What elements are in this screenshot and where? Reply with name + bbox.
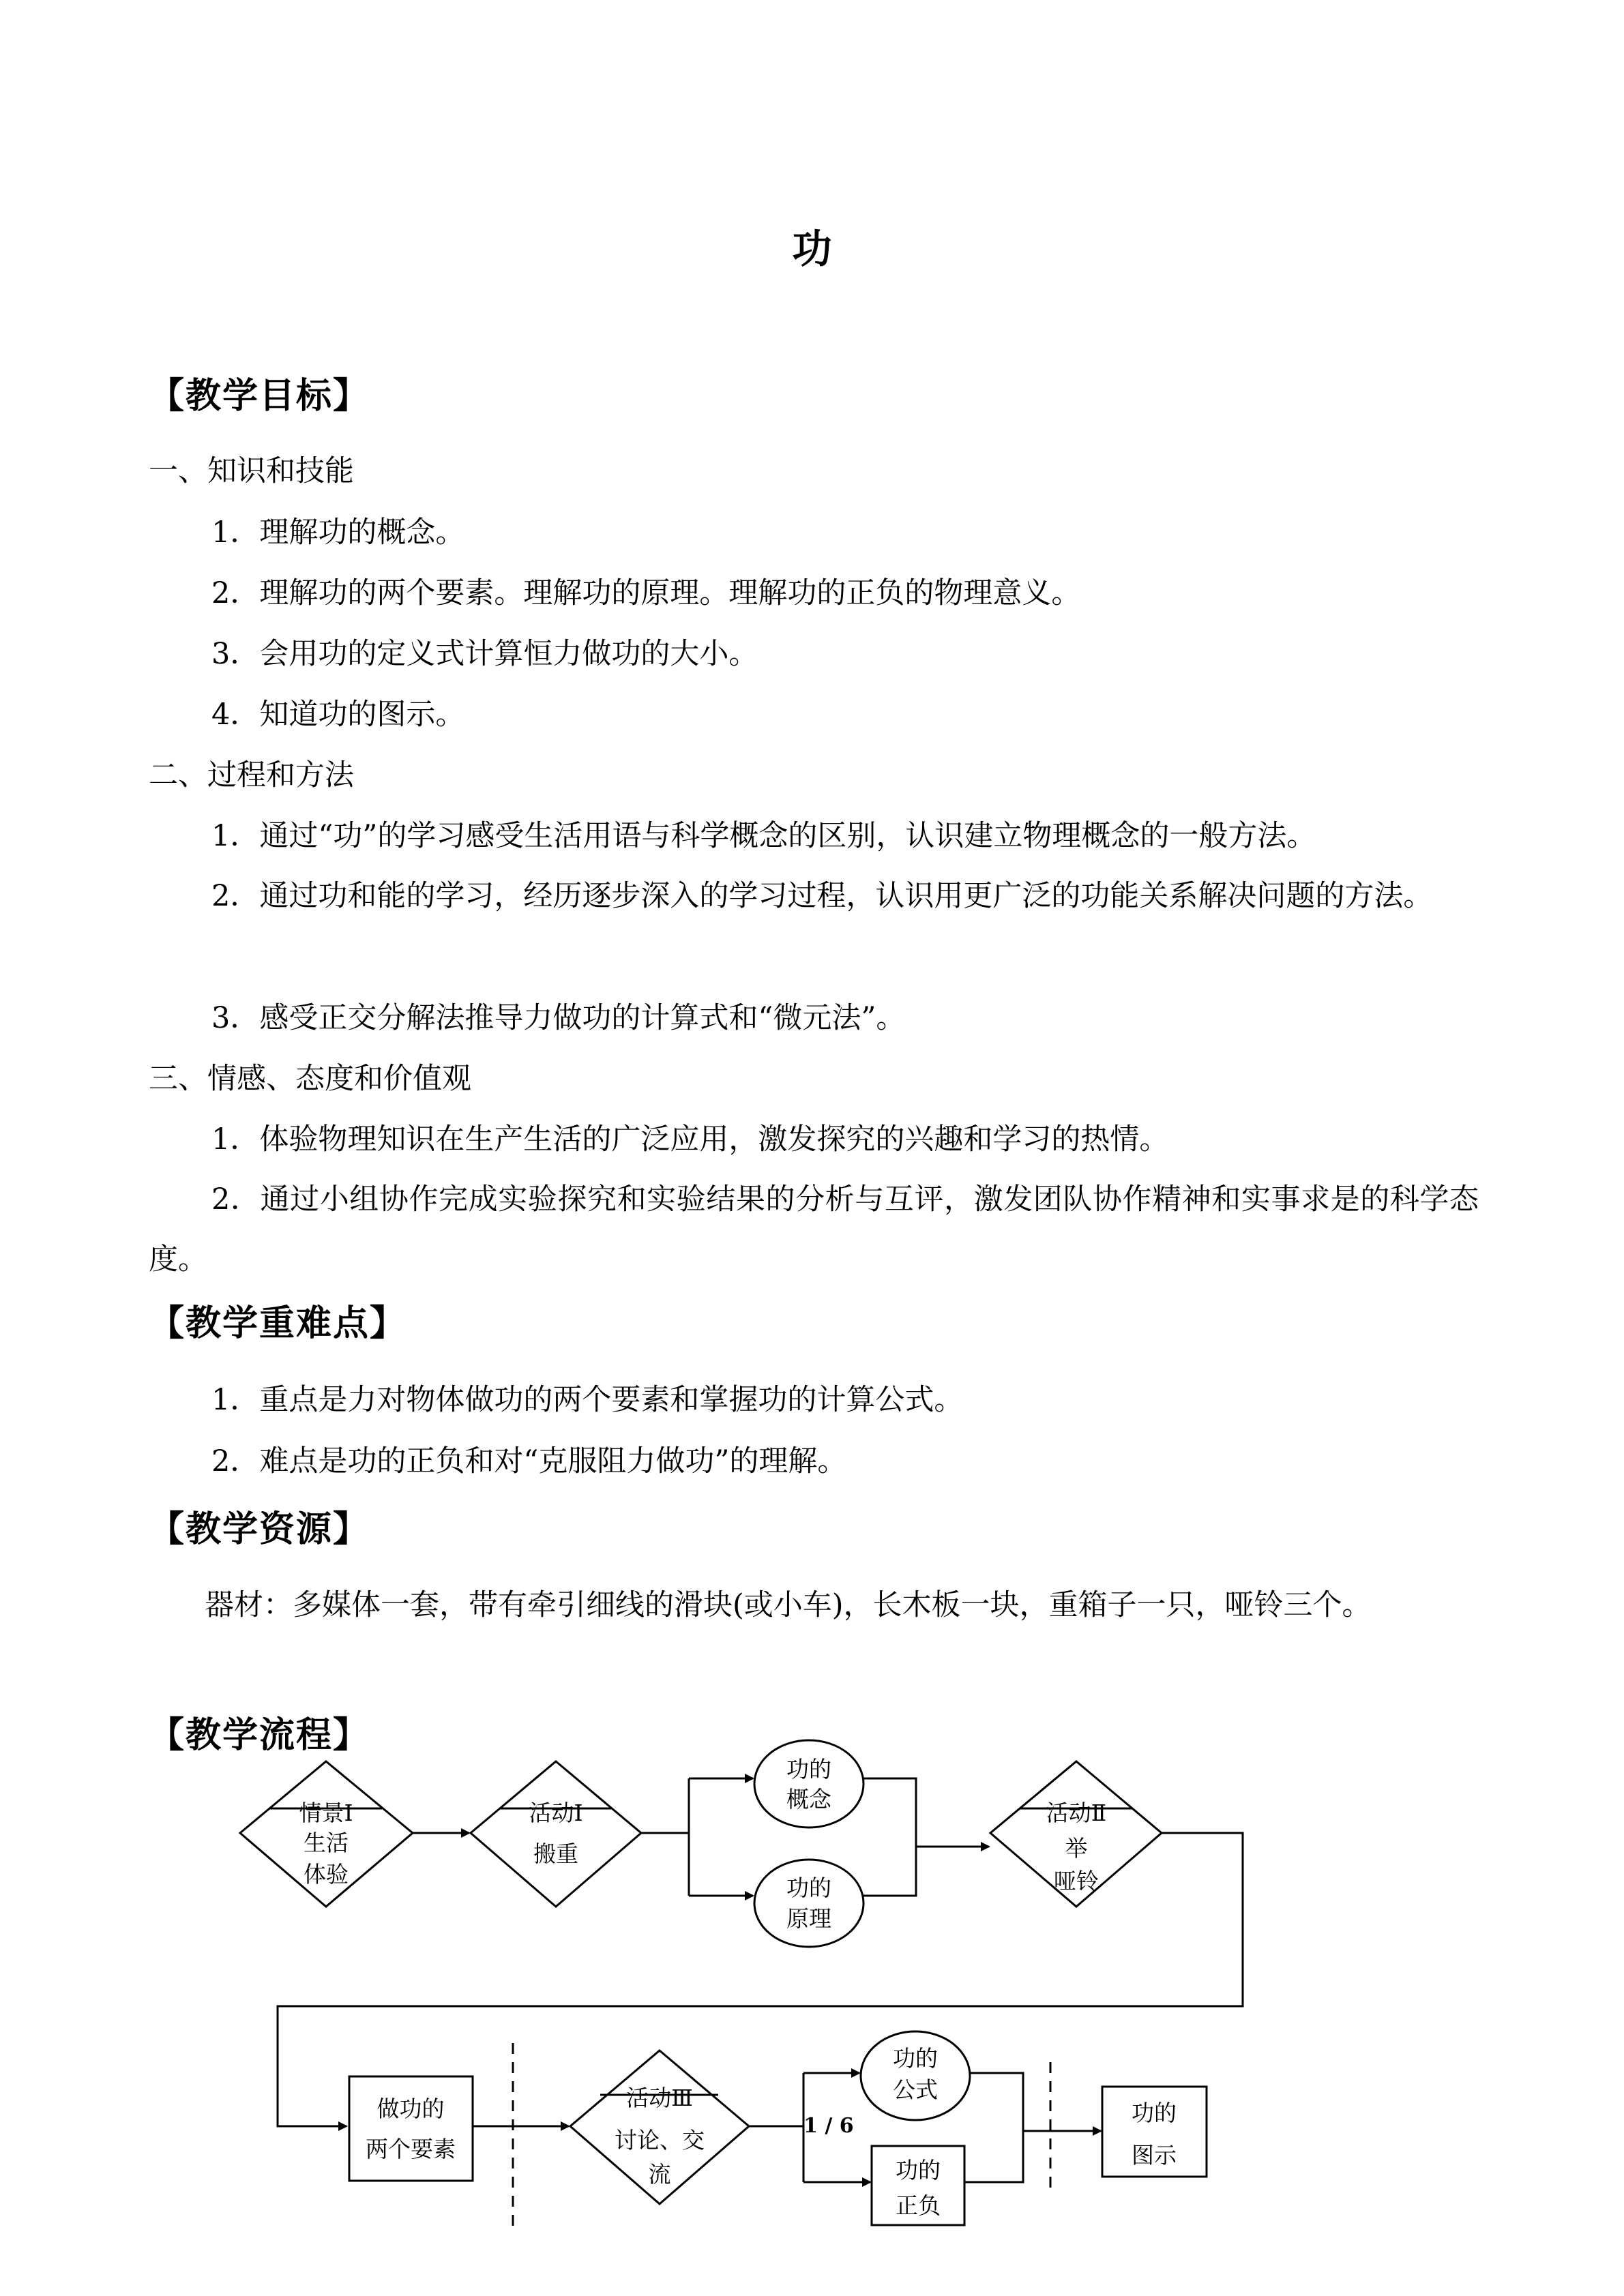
flow-label: 活动Ⅲ	[626, 2085, 693, 2111]
flow-label: 两个要素	[366, 2136, 456, 2162]
objective-item: 1．体验物理知识在生产生活的广泛应用，激发探究的兴趣和学习的热情。	[211, 1122, 1169, 1157]
section-heading-objectives: 【教学目标】	[149, 375, 370, 417]
section-heading-keypoints: 【教学重难点】	[149, 1302, 407, 1344]
flow-label: 生活	[304, 1830, 349, 1856]
flow-label: 体验	[304, 1861, 349, 1888]
flow-ellipse-principle	[754, 1860, 863, 1947]
flow-ellipse-concept	[754, 1740, 863, 1828]
flow-label: 公式	[893, 2076, 938, 2103]
flow-label: 流	[648, 2161, 671, 2188]
section-heading-flow: 【教学流程】	[149, 1714, 370, 1756]
flow-label: 图示	[1132, 2142, 1177, 2168]
page-number: 1 / 6	[803, 2114, 854, 2138]
flow-box-two-elements	[349, 2076, 473, 2181]
heading-knowledge-skills: 一、知识和技能	[149, 454, 354, 488]
objective-item: 3．会用功的定义式计算恒力做功的大小。	[211, 637, 758, 671]
heading-emotion-values: 三、情感、态度和价值观	[149, 1062, 471, 1096]
objective-item: 4．知道功的图示。	[211, 698, 465, 732]
flow-label: 功的	[896, 2157, 941, 2183]
flow-label: 做功的	[377, 2096, 445, 2122]
resources-text: 器材：多媒体一套，带有牵引细线的滑块(或小车)，长木板一块，重箱子一只，哑铃三个。	[205, 1588, 1372, 1622]
flow-label: 功的	[893, 2045, 938, 2072]
flow-label: 讨论、交	[615, 2127, 705, 2153]
objective-item: 2．通过功和能的学习，经历逐步深入的学习过程，认识用更广泛的功能关系解决问题的方法。	[211, 879, 1433, 913]
objective-item: 1．理解功的概念。	[211, 516, 465, 550]
flow-label: 搬重	[533, 1840, 578, 1867]
objective-item: 1．通过“功”的学习感受生活用语与科学概念的区别，认识建立物理概念的一般方法。	[211, 819, 1316, 853]
flow-label: 功的	[786, 1875, 831, 1901]
objective-item: 2．通过小组协作完成实验探究和实验结果的分析与互评，激发团队协作精神和实事求是的科学态度。	[149, 1182, 1479, 1277]
keypoint-item: 2．难点是功的正负和对“克服阻力做功”的理解。	[211, 1444, 847, 1478]
flow-label: 活动Ⅱ	[1046, 1800, 1107, 1826]
flow-label: 哑铃	[1054, 1868, 1099, 1894]
objective-item: 3．感受正交分解法推导力做功的计算式和“微元法”。	[211, 1001, 906, 1035]
flow-label: 活动Ⅰ	[529, 1800, 583, 1826]
flow-label: 情景Ⅰ	[299, 1800, 353, 1826]
flow-label: 概念	[786, 1786, 831, 1813]
flow-diamond-activity-1	[471, 1761, 641, 1907]
flow-label: 正负	[896, 2192, 941, 2219]
page-title: 功	[792, 226, 832, 272]
flow-label: 原理	[786, 1905, 831, 1932]
section-heading-resources: 【教学资源】	[149, 1508, 370, 1550]
flow-label: 举	[1065, 1835, 1088, 1862]
flow-label: 功的	[1132, 2100, 1177, 2126]
heading-process-method: 二、过程和方法	[149, 758, 354, 792]
flow-label: 功的	[786, 1756, 831, 1783]
keypoint-item: 1．重点是力对物体做功的两个要素和掌握功的计算公式。	[211, 1383, 964, 1417]
objective-item: 2．理解功的两个要素。理解功的原理。理解功的正负的物理意义。	[211, 576, 1081, 610]
